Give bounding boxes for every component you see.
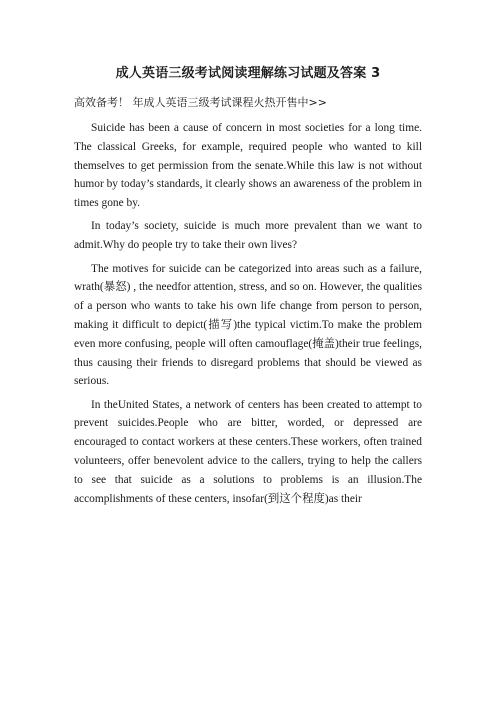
paragraph-3: The motives for suicide can be categorized into areas such as a failure, wrath(暴怒) , the needfor attention, stress, and so on. However, the qualities of a person who wants to take his own life change from person to person, making it difficult to depict(描写)the typical victim.To make the problem even more confusing, people will often camouflage(掩盖)their true feelings, thus causing their friends to disregard problems that should be viewed as serious. bbox=[74, 262, 422, 388]
document-title: 成人英语三级考试阅读理解练习试题及答案 3 bbox=[115, 66, 381, 81]
paragraph-2: In today’s society, suicide is much more prevalent than we want to admit.Why do people try to take their own lives? bbox=[74, 220, 422, 252]
course-promo-line: 高效备考！ 年成人英语三级考试课程火热开售中>> bbox=[74, 96, 327, 109]
paragraph-4: In theUnited States, a network of centers has been created to attempt to prevent suicides.People who are bitter, worded, or depressed are encouraged to contact workers at these centers.These workers, often trained volunteers, offer benevolent advice to the callers, trying to help the callers to see that suicide as a solutions to problems is an illusion.The accomplishments of these centers, insofar(到这个程度)as their bbox=[74, 398, 422, 505]
paragraph-1: Suicide has been a cause of concern in most societies for a long time. The classical Greeks, for example, required people who wanted to kill themselves to get permission from the senate.While this law is not without humor by today’s standards, it clearly shows an awareness of the problem in times gone by. bbox=[74, 122, 422, 210]
article-body bbox=[74, 119, 422, 508]
